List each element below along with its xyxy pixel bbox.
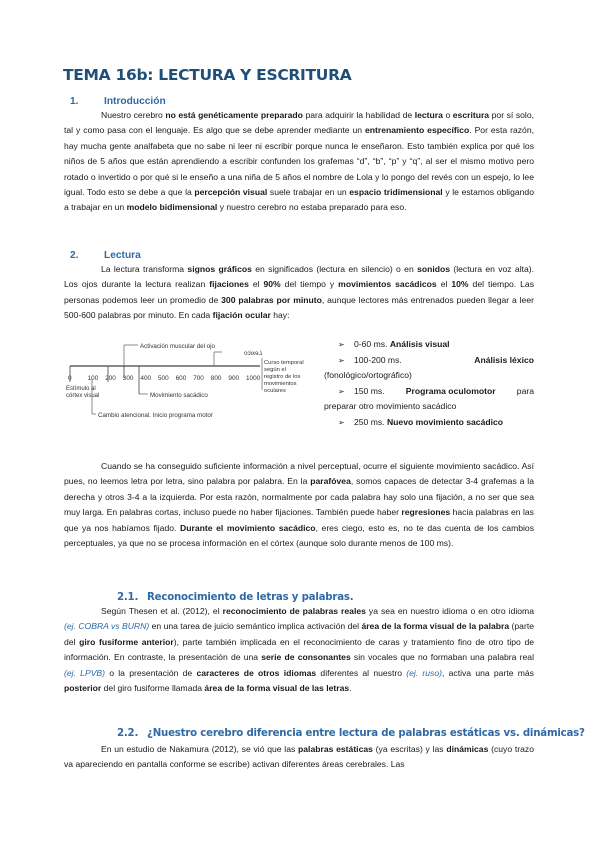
figure-label-saccade: Movimiento sacádico xyxy=(150,392,208,399)
figure-label-bottom: Cambio atencional. Inicio programa motor xyxy=(98,412,213,419)
paragraph-movimiento-sacadico: Cuando se ha conseguido suficiente información a nivel perceptual, ocurre el siguiente movimiento sacádico. Así pues, no leemos letra por letra, sino palabra por palabra. En la parafóvea, somos capaces de detectar 3-4 grafemas a la derecha y otros 3-4 a la izquierda. Por esta razón, normalmente por cada palabra hay solo una fijación, a no ser que sea muy larga. En palabras cortas, incluso puede no haber fijaciones. También puede haber regresiones hacia palabras en las que ya nos habíamos fijado. Durante el movimiento sacádico, eres ciego, esto es, no te das cuenta de los cambios perceptuales, ya que no se procesa información en el córtex (aunque solo durante menos de 100 ms). xyxy=(64,461,534,549)
figure-tick-label: 200 xyxy=(105,375,116,382)
figure-tick-label: 500 xyxy=(158,375,169,382)
arrow-bullet-icon: ➢ xyxy=(338,386,345,396)
section-heading-lectura xyxy=(70,250,141,261)
figure-label-left-0: Estímulo al xyxy=(66,386,96,392)
paragraph-reconocimiento: Según Thesen et al. (2012), el reconocimiento de palabras reales ya sea en nuestro idioma o en otro idioma (ej. COBRA vs BURN) en una tarea de juicio semántico implica activación del área de la forma visual de la palabra (parte del giro fusiforme anterior), parte también implicada en el reconocimiento de caras y tratamiento fino de otro tipo de información. En contraste, la presentación de una serie de consonantes sin vocales que no formaban una palabra real (ej. LPVB) o la presentación de caracteres de otros idiomas diferentes al nuestro (ej. ruso), activa una parte más posterior del giro fusiforme llamada área de la forma visual de las letras. xyxy=(64,606,534,694)
arrow-bullet-icon: ➢ xyxy=(338,340,345,349)
figure-tick-label: 700 xyxy=(193,375,204,382)
section-number: 1. xyxy=(70,96,79,107)
section-title: Lectura xyxy=(104,250,141,261)
subsection-heading-2-1 xyxy=(117,592,353,603)
figure-tick-label: 1000 xyxy=(246,375,261,382)
figure-tick-label: 300 xyxy=(122,375,134,382)
figure-tick-label: 0 xyxy=(68,375,72,382)
section-number: 2.1. xyxy=(117,592,139,603)
list-item: ➢ 100-200 ms. Análisis léxico xyxy=(324,353,534,369)
section-number: 2.2. xyxy=(117,728,139,739)
figure-label-right-1: según el xyxy=(264,367,286,373)
arrow-bullet-icon: ➢ xyxy=(338,417,345,427)
document-title: TEMA 16b: LECTURA Y ESCRITURA xyxy=(63,66,352,84)
paragraph-introduccion: Nuestro cerebro no está genéticamente preparado para adquirir la habilidad de lectura o escritura por sí solo, tal y como pasa con el lenguaje. Es algo que se debe aprender mediante un entrenamiento específico. Por esta razón, hay mucha gente analfabeta que no sabe ni leer ni escribir porque nunca le enseñaron. Esto también explica por qué los niños de 5 años que están aprendiendo a escribir confunden los grafemas “d”, “b”, “p” y “q”, al ser el mismo motivo pero rotado o invertido o por qué si le enseño a una niña de 5 años el nombre de Lola y lo pongo del revés con un espejo, lo lee igual. Todo esto se debe a que la percepción visual suele trabajar en un espacio tridimensional y le estamos obligando a trabajar en un modelo bidimensional y nuestro cerebro no estaba preparado para eso. xyxy=(64,110,534,213)
arrow-bullet-icon: ➢ xyxy=(338,355,345,365)
list-item-continuation: preparar otro movimiento sacádico xyxy=(324,401,457,412)
figure-tick-labels xyxy=(68,375,261,382)
figure-label-right-3: movimientos xyxy=(264,381,297,387)
subsection-heading-2-2 xyxy=(117,728,585,739)
figure-label-left-1: córtex visual xyxy=(66,393,100,399)
figure-tick-label: 400 xyxy=(140,375,152,382)
section-heading-introduccion xyxy=(70,96,166,107)
figure-label-right-0: Curso temporal xyxy=(264,360,304,366)
figure-label-mirror: Lexico xyxy=(244,350,262,357)
figure-label-right-4: oculares xyxy=(264,388,286,394)
paragraph-lectura: La lectura transforma signos gráficos en significados (lectura en silencio) o en sonidos (lectura en voz alta). Los ojos durante la lectura realizan fijaciones el 90% del tiempo y movimientos sacádicos el 10% del tiempo. Las personas podemos leer un promedio de 300 palabras por minuto, aunque lectores más entrenados pueden llegar a leer 500-600 palabras por minuto. En cada fijación ocular hay: xyxy=(64,264,535,321)
list-item: ➢ 0-60 ms. Análisis visual xyxy=(324,337,534,353)
section-title: Reconocimiento de letras y palabras. xyxy=(147,592,354,603)
paragraph-estaticas-dinamicas: En un estudio de Nakamura (2012), se vió que las palabras estáticas (ya escritas) y las dinámicas (cuyo trazo va apareciendo en pantalla conforme se escribe) activan diferentes áreas cerebrales. Las xyxy=(64,744,534,770)
list-item: ➢ 250 ms. Nuevo movimiento sacádico xyxy=(324,415,534,431)
fixation-stages-list xyxy=(324,337,534,431)
figure-tick-label: 800 xyxy=(210,375,222,382)
figure-tick-label: 900 xyxy=(228,375,240,382)
figure-tick-label: 100 xyxy=(87,375,99,382)
figure-label-top: Activación muscular del ojo xyxy=(140,343,215,350)
list-item-continuation: (fonológico/ortográfico) xyxy=(324,370,412,381)
section-title: Introducción xyxy=(104,96,166,107)
section-number: 2. xyxy=(70,250,79,261)
figure-label-right-2: registro de los xyxy=(264,374,301,380)
figure-tick-label: 600 xyxy=(175,375,187,382)
list-item: ➢ 150 ms. Programa oculomotor para xyxy=(324,384,534,400)
eye-movement-timeline-figure xyxy=(64,338,326,422)
section-title: ¿Nuestro cerebro diferencia entre lectura de palabras estáticas vs. dinámicas? xyxy=(147,728,585,739)
